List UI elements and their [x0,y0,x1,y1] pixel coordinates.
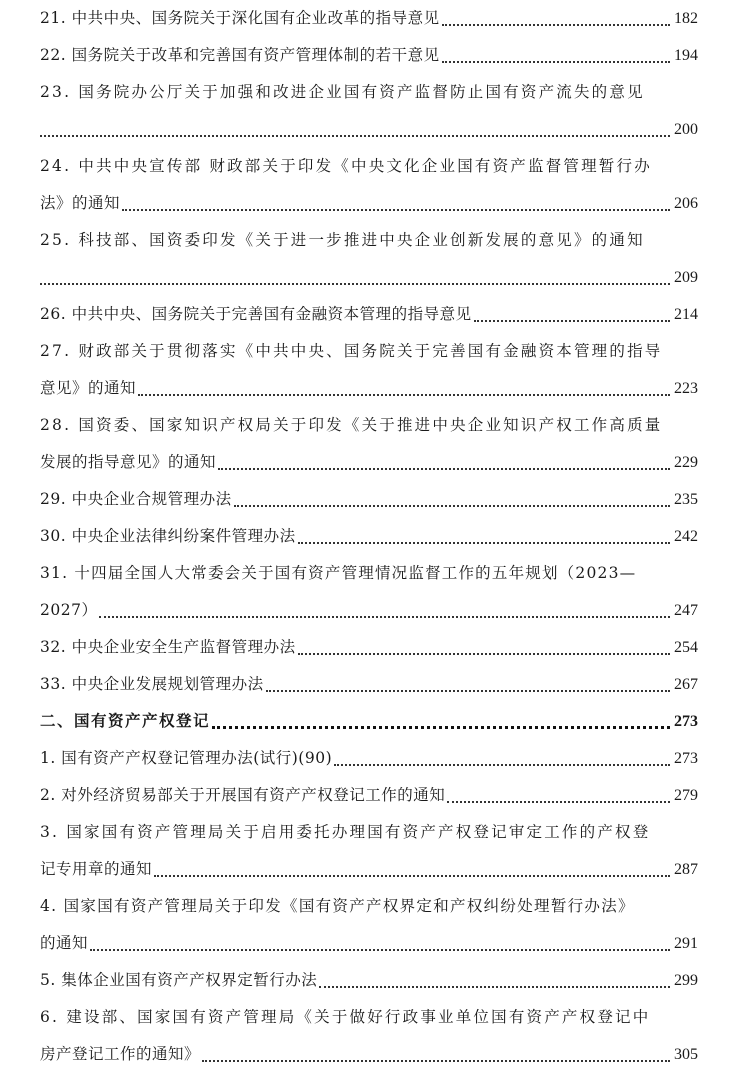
dot-leader [298,629,670,666]
entry-title-cont: 记专用章的通知 [40,860,153,878]
page-number: 194 [674,47,698,64]
dot-leader [298,518,670,555]
toc-entry-22[interactable] [40,37,698,74]
page-number: 247 [674,602,698,619]
page-number: 229 [674,454,698,471]
dot-leader [40,259,670,296]
toc-entry-26[interactable] [40,296,698,333]
page-number: 242 [674,528,698,545]
dot-leader [99,592,670,629]
page-number: 287 [674,861,698,878]
toc-entry-31-line1[interactable] [40,555,698,592]
page-number: 235 [674,491,698,508]
dot-leader [474,296,670,333]
toc-sub-entry-4-line2[interactable] [40,925,698,962]
page-number: 305 [674,1046,698,1063]
entry-title-cont: 发展的指导意见》的通知 [40,453,217,471]
page-number: 200 [674,121,698,138]
dot-leader [447,777,670,814]
page-number: 223 [674,380,698,397]
entry-title: 26. 中共中央、国务院关于完善国有金融资本管理的指导意见 [40,305,472,323]
toc-entry-23-line1[interactable] [40,74,698,111]
toc-entry-27-line2[interactable] [40,370,698,407]
toc-entry-25-line2[interactable] [40,259,698,296]
entry-title: 6. 建设部、国家国有资产管理局《关于做好行政事业单位国有资产产权登记中 [40,1008,651,1026]
dot-leader [266,666,670,703]
dot-leader [202,1036,670,1073]
page-number: 273 [674,750,698,767]
dot-leader [218,444,670,481]
dot-leader [442,37,670,74]
entry-title: 4. 国家国有资产管理局关于印发《国有资产产权界定和产权纠纷处理暂行办法》 [40,897,635,915]
entry-title: 3. 国家国有资产管理局关于启用委托办理国有资产产权登记审定工作的产权登 [40,823,651,841]
toc-entry-33[interactable] [40,666,698,703]
toc-sub-entry-2[interactable] [40,777,698,814]
dot-leader [212,703,670,740]
entry-title: 33. 中央企业发展规划管理办法 [40,675,264,693]
toc-entry-24-line2[interactable] [40,185,698,222]
toc-entry-28-line1[interactable] [40,407,698,444]
toc-entry-32[interactable] [40,629,698,666]
entry-title: 29. 中央企业合规管理办法 [40,490,232,508]
page-number: 267 [674,676,698,693]
toc-entry-28-line2[interactable] [40,444,698,481]
entry-title-cont: 2027） [40,601,98,619]
toc-entry-29[interactable] [40,481,698,518]
entry-title: 32. 中央企业安全生产监督管理办法 [40,638,296,656]
dot-leader [40,111,670,148]
toc-sub-entry-6-line1[interactable] [40,999,698,1036]
entry-title-cont: 房产登记工作的通知》 [40,1045,201,1063]
page-number: 214 [674,306,698,323]
toc-sub-entry-3-line2[interactable] [40,851,698,888]
entry-title: 25. 科技部、国资委印发《关于进一步推进中央企业创新发展的意见》的通知 [40,231,645,249]
toc-sub-entry-5[interactable] [40,962,698,999]
toc-entry-27-line1[interactable] [40,333,698,370]
entry-title: 22. 国务院关于改革和完善国有资产管理体制的若干意见 [40,46,440,64]
toc-sub-entry-4-line1[interactable] [40,888,698,925]
dot-leader [154,851,670,888]
entry-title: 28. 国资委、国家知识产权局关于印发《关于推进中央企业知识产权工作高质量 [40,416,663,434]
entry-title-cont: 法》的通知 [40,194,121,212]
dot-leader [334,740,670,777]
dot-leader [90,925,670,962]
entry-title: 30. 中央企业法律纠纷案件管理办法 [40,527,296,545]
toc-entry-31-line2[interactable] [40,592,698,629]
dot-leader [442,0,670,37]
dot-leader [138,370,670,407]
page-number: 279 [674,787,698,804]
page-number: 291 [674,935,698,952]
page-number: 206 [674,195,698,212]
entry-title: 2. 对外经济贸易部关于开展国有资产产权登记工作的通知 [40,786,446,804]
page-number: 273 [674,713,698,730]
dot-leader [122,185,670,222]
entry-title: 21. 中共中央、国务院关于深化国有企业改革的指导意见 [40,9,440,27]
entry-title: 5. 集体企业国有资产产权界定暂行办法 [40,971,318,989]
section-title: 二、国有资产产权登记 [40,712,211,730]
dot-leader [319,962,670,999]
toc-entry-24-line1[interactable] [40,148,698,185]
toc-entry-23-line2[interactable] [40,111,698,148]
entry-title: 1. 国有资产产权登记管理办法(试行)(90) [40,749,333,767]
page-number: 254 [674,639,698,656]
toc-entry-30[interactable] [40,518,698,555]
toc-sub-entry-1[interactable] [40,740,698,777]
toc-section-heading[interactable] [40,703,698,740]
entry-title: 23. 国务院办公厅关于加强和改进企业国有资产监督防止国有资产流失的意见 [40,83,645,101]
entry-title-cont: 的通知 [40,934,89,952]
entry-title-cont: 意见》的通知 [40,379,137,397]
page-number: 209 [674,269,698,286]
toc-sub-entry-3-line1[interactable] [40,814,698,851]
toc-sub-entry-6-line2[interactable] [40,1036,698,1073]
page-number: 182 [674,10,698,27]
entry-title: 31. 十四届全国人大常委会关于国有资产管理情况监督工作的五年规划（2023— [40,564,637,582]
dot-leader [234,481,670,518]
entry-title: 24. 中共中央宣传部 财政部关于印发《中央文化企业国有资产监督管理暂行办 [40,157,652,175]
entry-title: 27. 财政部关于贯彻落实《中共中央、国务院关于完善国有金融资本管理的指导 [40,342,663,360]
page-number: 299 [674,972,698,989]
toc-entry-21[interactable] [40,0,698,37]
toc-entry-25-line1[interactable] [40,222,698,259]
